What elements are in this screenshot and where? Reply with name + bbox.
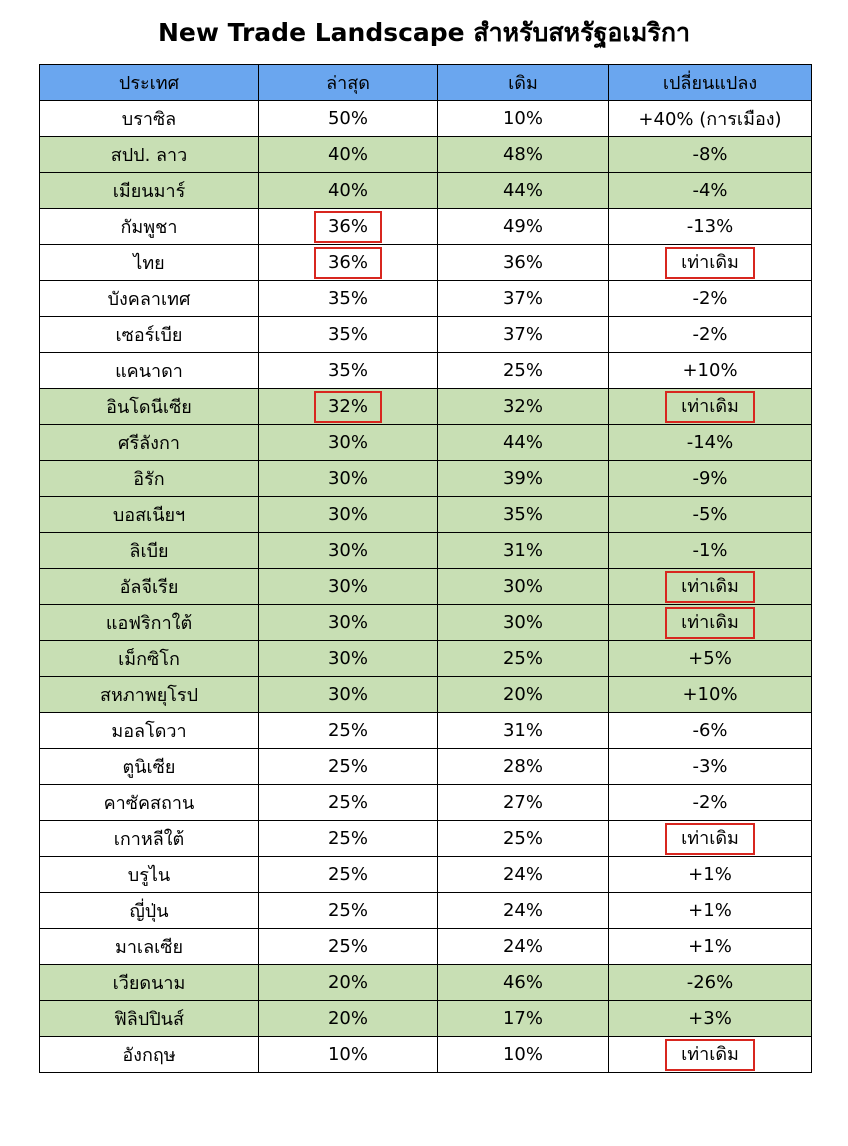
latest-rate: 50% <box>327 108 368 129</box>
previous-rate-cell <box>438 641 609 677</box>
table-row <box>40 245 812 281</box>
previous-rate-cell <box>438 101 609 137</box>
country-name-cell <box>40 605 259 641</box>
previous-rate-cell <box>438 1037 609 1073</box>
latest-rate-cell <box>259 389 438 425</box>
previous-rate: 46% <box>502 972 543 993</box>
latest-rate-cell <box>259 245 438 281</box>
table-row <box>40 821 812 857</box>
country-name: เกาหลีใต้ <box>113 829 185 850</box>
latest-rate: 40% <box>327 144 368 165</box>
latest-rate: 32% <box>314 391 382 423</box>
previous-rate-cell <box>438 533 609 569</box>
previous-rate-cell <box>438 749 609 785</box>
latest-rate: 30% <box>327 540 368 561</box>
rate-change: +40% (การเมือง) <box>638 109 782 130</box>
latest-rate-cell <box>259 857 438 893</box>
previous-rate-cell <box>438 173 609 209</box>
rate-change-cell <box>609 929 812 965</box>
rate-change-cell <box>609 245 812 281</box>
latest-rate-cell <box>259 821 438 857</box>
latest-rate: 25% <box>327 756 368 777</box>
previous-rate-cell <box>438 893 609 929</box>
country-name: ฟิลิปปินส์ <box>114 1009 184 1030</box>
country-name: อิรัก <box>133 469 165 490</box>
latest-rate-cell <box>259 461 438 497</box>
country-name-cell <box>40 533 259 569</box>
country-name: บรูไน <box>127 865 171 886</box>
country-name-cell <box>40 497 259 533</box>
latest-rate: 25% <box>327 900 368 921</box>
latest-rate-cell <box>259 137 438 173</box>
table-row <box>40 101 812 137</box>
latest-rate-cell <box>259 569 438 605</box>
previous-rate-cell <box>438 461 609 497</box>
country-name-cell <box>40 569 259 605</box>
latest-rate: 30% <box>327 468 368 489</box>
table-row <box>40 929 812 965</box>
rate-change: เท่าเดิม <box>665 607 755 639</box>
previous-rate: 30% <box>502 576 543 597</box>
table-row <box>40 785 812 821</box>
header-latest: ล่าสุด <box>259 65 438 101</box>
table-row <box>40 137 812 173</box>
previous-rate-cell <box>438 965 609 1001</box>
country-name-cell <box>40 209 259 245</box>
table-row <box>40 1001 812 1037</box>
country-name-cell <box>40 929 259 965</box>
previous-rate: 48% <box>502 144 543 165</box>
header-country: ประเทศ <box>40 65 259 101</box>
table-row <box>40 965 812 1001</box>
latest-rate: 25% <box>327 828 368 849</box>
previous-rate-cell <box>438 425 609 461</box>
previous-rate-cell <box>438 929 609 965</box>
rate-change-cell <box>609 317 812 353</box>
rate-change: -2% <box>692 792 728 813</box>
header-previous: เดิม <box>438 65 609 101</box>
latest-rate-cell <box>259 533 438 569</box>
previous-rate-cell <box>438 569 609 605</box>
latest-rate-cell <box>259 929 438 965</box>
latest-rate-cell <box>259 209 438 245</box>
page-title: New Trade Landscape สำหรับสหรัฐอเมริกา <box>157 18 691 47</box>
rate-change-cell <box>609 389 812 425</box>
table-row <box>40 893 812 929</box>
country-name: สหภาพยุโรป <box>100 685 198 706</box>
latest-rate-cell <box>259 641 438 677</box>
previous-rate: 35% <box>502 504 543 525</box>
rate-change: +1% <box>688 900 732 921</box>
rate-change: -26% <box>686 972 734 993</box>
country-name: สปป. ลาว <box>110 145 188 166</box>
country-name: อินโดนีเซีย <box>106 397 192 418</box>
table-row <box>40 461 812 497</box>
table-row <box>40 713 812 749</box>
rate-change: +10% <box>682 360 738 381</box>
rate-change-cell <box>609 137 812 173</box>
country-name-cell <box>40 1001 259 1037</box>
country-name: ศรีลังกา <box>118 433 180 454</box>
previous-rate: 24% <box>502 900 543 921</box>
previous-rate: 32% <box>502 396 543 417</box>
latest-rate-cell <box>259 173 438 209</box>
country-name-cell <box>40 281 259 317</box>
country-name-cell <box>40 785 259 821</box>
country-name: บังคลาเทศ <box>107 289 191 310</box>
previous-rate: 44% <box>502 432 543 453</box>
rate-change: -5% <box>692 504 728 525</box>
previous-rate-cell <box>438 677 609 713</box>
country-name-cell <box>40 965 259 1001</box>
table-row <box>40 389 812 425</box>
previous-rate: 28% <box>502 756 543 777</box>
latest-rate-cell <box>259 101 438 137</box>
previous-rate: 10% <box>502 1044 543 1065</box>
latest-rate: 40% <box>327 180 368 201</box>
country-name: เวียดนาม <box>112 973 186 994</box>
header-change: เปลี่ยนแปลง <box>609 65 812 101</box>
rate-change: -4% <box>692 180 728 201</box>
previous-rate-cell <box>438 245 609 281</box>
rate-change-cell <box>609 965 812 1001</box>
previous-rate: 20% <box>502 684 543 705</box>
previous-rate-cell <box>438 857 609 893</box>
rate-change-cell <box>609 569 812 605</box>
previous-rate: 49% <box>502 216 543 237</box>
country-name: ลิเบีย <box>129 541 169 562</box>
table-row <box>40 641 812 677</box>
table-row <box>40 569 812 605</box>
latest-rate-cell <box>259 677 438 713</box>
country-name: ไทย <box>133 253 165 274</box>
country-name: เม็กซิโก <box>118 649 180 670</box>
country-name-cell <box>40 245 259 281</box>
latest-rate: 36% <box>314 247 382 279</box>
country-name-cell <box>40 857 259 893</box>
rate-change-cell <box>609 641 812 677</box>
latest-rate: 30% <box>327 612 368 633</box>
rate-change-cell <box>609 533 812 569</box>
latest-rate: 36% <box>314 211 382 243</box>
latest-rate-cell <box>259 605 438 641</box>
latest-rate-cell <box>259 785 438 821</box>
table-row <box>40 533 812 569</box>
rate-change-cell <box>609 785 812 821</box>
country-name: แอฟริกาใต้ <box>105 613 193 634</box>
latest-rate: 10% <box>327 1044 368 1065</box>
country-name: แคนาดา <box>115 361 183 382</box>
country-name-cell <box>40 389 259 425</box>
country-name-cell <box>40 173 259 209</box>
table-row <box>40 353 812 389</box>
rate-change-cell <box>609 821 812 857</box>
latest-rate: 30% <box>327 504 368 525</box>
rate-change: เท่าเดิม <box>665 247 755 279</box>
rate-change: เท่าเดิม <box>665 823 755 855</box>
previous-rate: 30% <box>502 612 543 633</box>
rate-change-cell <box>609 677 812 713</box>
previous-rate: 36% <box>502 252 543 273</box>
table-row <box>40 605 812 641</box>
rate-change-cell <box>609 425 812 461</box>
latest-rate: 20% <box>327 972 368 993</box>
latest-rate-cell <box>259 893 438 929</box>
previous-rate-cell <box>438 209 609 245</box>
table-row <box>40 497 812 533</box>
previous-rate: 24% <box>502 936 543 957</box>
table-row <box>40 677 812 713</box>
previous-rate-cell <box>438 317 609 353</box>
rate-change: -13% <box>686 216 734 237</box>
country-name: มาเลเซีย <box>114 937 184 958</box>
previous-rate: 39% <box>502 468 543 489</box>
latest-rate: 30% <box>327 648 368 669</box>
latest-rate-cell <box>259 713 438 749</box>
table-row <box>40 281 812 317</box>
country-name: ตูนิเซีย <box>122 757 176 778</box>
table-row <box>40 425 812 461</box>
latest-rate-cell <box>259 353 438 389</box>
latest-rate: 35% <box>327 288 368 309</box>
previous-rate-cell <box>438 713 609 749</box>
country-name: อัลจีเรีย <box>119 577 179 598</box>
previous-rate: 37% <box>502 288 543 309</box>
rate-change: +1% <box>688 864 732 885</box>
previous-rate-cell <box>438 353 609 389</box>
previous-rate: 17% <box>502 1008 543 1029</box>
previous-rate-cell <box>438 1001 609 1037</box>
country-name: เซอร์เบีย <box>115 325 183 346</box>
country-name-cell <box>40 137 259 173</box>
country-name: กัมพูชา <box>120 217 178 238</box>
latest-rate-cell <box>259 497 438 533</box>
rate-change: +10% <box>682 684 738 705</box>
previous-rate: 31% <box>502 540 543 561</box>
country-name-cell <box>40 893 259 929</box>
previous-rate: 31% <box>502 720 543 741</box>
table-row <box>40 857 812 893</box>
country-name: บราซิล <box>121 109 177 130</box>
country-name: คาซัคสถาน <box>103 793 195 814</box>
rate-change-cell <box>609 209 812 245</box>
previous-rate: 37% <box>502 324 543 345</box>
latest-rate: 30% <box>327 432 368 453</box>
country-name-cell <box>40 641 259 677</box>
country-name-cell <box>40 101 259 137</box>
latest-rate-cell <box>259 1001 438 1037</box>
latest-rate: 25% <box>327 720 368 741</box>
previous-rate-cell <box>438 137 609 173</box>
country-name-cell <box>40 749 259 785</box>
rate-change: เท่าเดิม <box>665 571 755 603</box>
rate-change-cell <box>609 749 812 785</box>
country-name-cell <box>40 713 259 749</box>
country-name-cell <box>40 317 259 353</box>
latest-rate-cell <box>259 965 438 1001</box>
country-name-cell <box>40 461 259 497</box>
rate-change-cell <box>609 281 812 317</box>
table-header-row <box>40 65 812 101</box>
rate-change: -2% <box>692 288 728 309</box>
rate-change-cell <box>609 857 812 893</box>
previous-rate-cell <box>438 785 609 821</box>
latest-rate: 25% <box>327 864 368 885</box>
previous-rate-cell <box>438 605 609 641</box>
tariff-table <box>39 64 812 1073</box>
latest-rate: 25% <box>327 936 368 957</box>
previous-rate: 44% <box>502 180 543 201</box>
latest-rate: 20% <box>327 1008 368 1029</box>
country-name: เมียนมาร์ <box>112 181 186 202</box>
country-name: มอลโดวา <box>111 721 187 742</box>
rate-change: -9% <box>692 468 728 489</box>
rate-change-cell <box>609 605 812 641</box>
previous-rate-cell <box>438 281 609 317</box>
country-name-cell <box>40 677 259 713</box>
previous-rate-cell <box>438 821 609 857</box>
rate-change: -3% <box>692 756 728 777</box>
rate-change-cell <box>609 173 812 209</box>
latest-rate: 25% <box>327 792 368 813</box>
country-name-cell <box>40 821 259 857</box>
latest-rate-cell <box>259 425 438 461</box>
latest-rate-cell <box>259 1037 438 1073</box>
rate-change: -14% <box>686 432 734 453</box>
latest-rate-cell <box>259 281 438 317</box>
latest-rate: 35% <box>327 360 368 381</box>
previous-rate: 27% <box>502 792 543 813</box>
rate-change-cell <box>609 353 812 389</box>
country-name-cell <box>40 353 259 389</box>
previous-rate: 24% <box>502 864 543 885</box>
table-row <box>40 317 812 353</box>
rate-change-cell <box>609 461 812 497</box>
latest-rate: 30% <box>327 576 368 597</box>
country-name: บอสเนียฯ <box>112 505 186 526</box>
rate-change: -8% <box>692 144 728 165</box>
latest-rate-cell <box>259 749 438 785</box>
rate-change-cell <box>609 101 812 137</box>
rate-change-cell <box>609 893 812 929</box>
country-name: ญี่ปุ่น <box>129 901 169 922</box>
previous-rate: 25% <box>502 648 543 669</box>
rate-change: เท่าเดิม <box>665 1039 755 1071</box>
latest-rate: 35% <box>327 324 368 345</box>
rate-change: เท่าเดิม <box>665 391 755 423</box>
country-name-cell <box>40 425 259 461</box>
previous-rate: 25% <box>502 360 543 381</box>
table-body <box>40 101 812 1073</box>
rate-change-cell <box>609 1037 812 1073</box>
rate-change: -2% <box>692 324 728 345</box>
rate-change: +5% <box>688 648 732 669</box>
latest-rate: 30% <box>327 684 368 705</box>
latest-rate-cell <box>259 317 438 353</box>
country-name-cell <box>40 1037 259 1073</box>
rate-change-cell <box>609 713 812 749</box>
table-row <box>40 749 812 785</box>
rate-change-cell <box>609 497 812 533</box>
table-row <box>40 173 812 209</box>
rate-change: +1% <box>688 936 732 957</box>
previous-rate: 10% <box>502 108 543 129</box>
rate-change: -1% <box>692 540 728 561</box>
table-row <box>40 1037 812 1073</box>
rate-change: +3% <box>688 1008 732 1029</box>
rate-change-cell <box>609 1001 812 1037</box>
country-name: อังกฤษ <box>122 1045 176 1066</box>
rate-change: -6% <box>692 720 728 741</box>
table-row <box>40 209 812 245</box>
previous-rate-cell <box>438 497 609 533</box>
previous-rate-cell <box>438 389 609 425</box>
previous-rate: 25% <box>502 828 543 849</box>
